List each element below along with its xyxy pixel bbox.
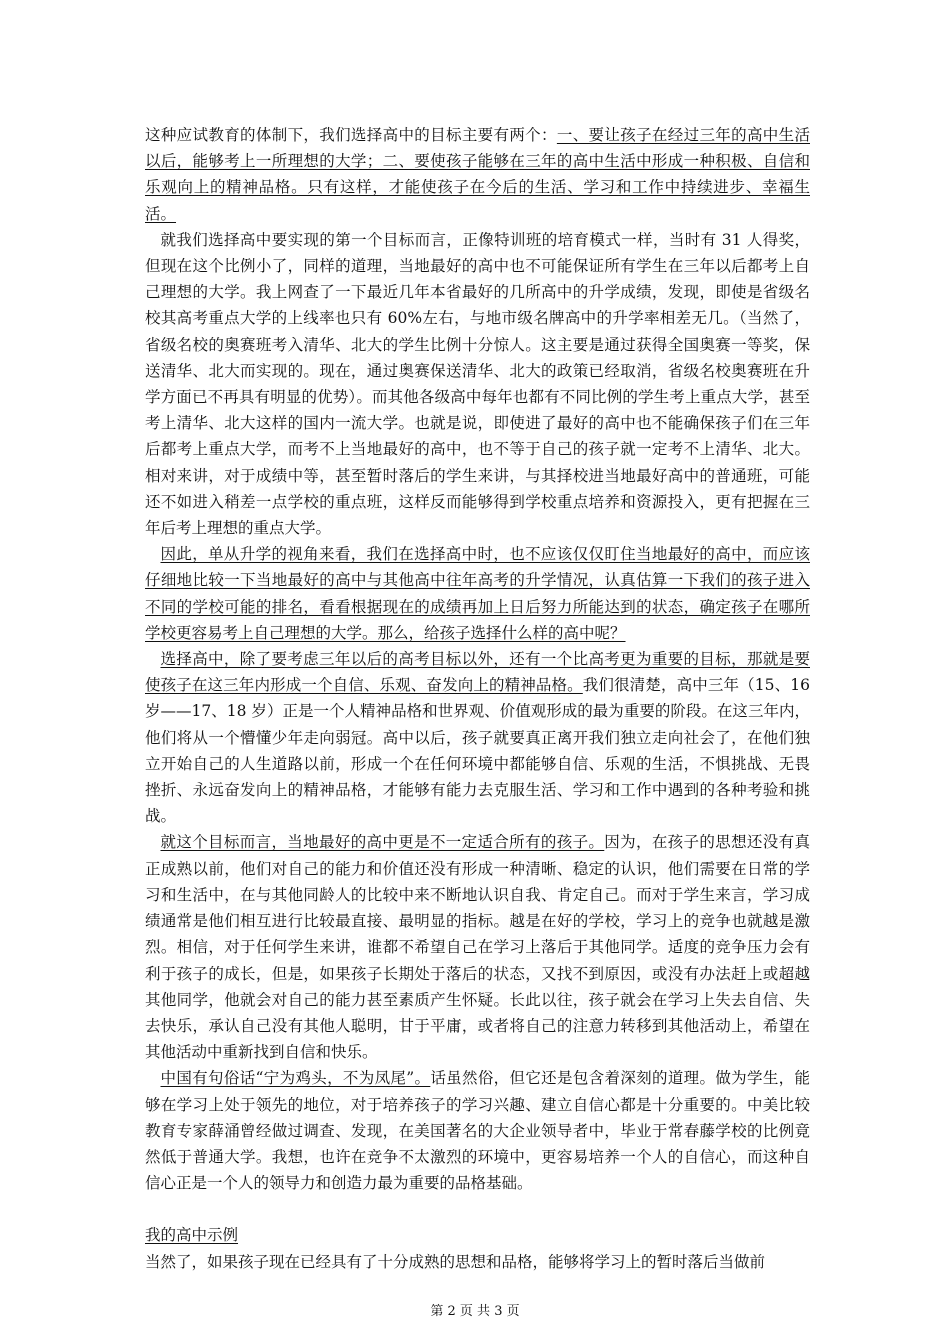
underlined-text: 就这个目标而言，当地最好的高中更是不一定适合所有的孩子。 [160,833,605,852]
blank-line [145,1196,810,1222]
paragraph-text: 就我们选择高中要实现的第一个目标而言，正像特训班的培育模式一样，当时有 31 人得奖，但现在这个比例小了，同样的道理，当地最好的高中也不可能保证所有学生在三年以后都考上自己理想的大学。我上网查了一下最近几年本省最好的几所高中的升学成绩，发现，即使是省级名校其高考重点大学的上线率也只有 60%左右，与地市级名牌高中的升学率相差无几。（当然了，省级名校的奥赛班考入清华、北大的学生比例十分惊人。这主要是通过获得全国奥赛一等奖，保送清华、北大而实现的。现在，通过奥赛保送清华、北大的政策已经取消，省级名校奥赛班在升学方面已不再具有明显的优势）。而其他各级高中每年也都有不同比例的学生考上重点大学，甚至考上清华、北大这样的国内一流大学。也就是说，即使进了最好的高中也不能确保孩子们在三年后都考上重点大学，而考不上当地最好的高中，也不等于自己的孩子就一定考不上清华、北大。相对来讲，对于成绩中等，甚至暂时落后的学生来讲，与其择校进当地最好高中的普通班，可能还不如进入稍差一点学校的重点班，这样反而能够得到学校重点培养和资源投入，更有把握在三年后考上理想的重点大学。 [145,230,810,538]
body-paragraph [145,829,810,1065]
body-paragraph [145,541,810,646]
body-paragraph [145,1065,810,1196]
closing-paragraph: 当然了，如果孩子现在已经具有了十分成熟的思想和品格，能够将学习上的暂时落后当做前 [145,1252,766,1271]
paragraph-list [145,122,810,1196]
body-paragraph [145,646,810,829]
paragraph-text: 话虽然俗，但它还是包含着深刻的道理。做为学生，能够在学习上处于领先的地位，对于培养孩子的学习兴趣、建立自信心都是十分重要的。中美比较教育专家薛涌曾经做过调查、发现，在美国著名的大企业领导者中，毕业于常春藤学校的比例竟然低于普通大学。我想，也许在竞争不太激烈的环境中，更容易培养一个人的自信心，而这种自信心正是一个人的领导力和创造力最为重要的品格基础。 [145,1069,810,1193]
body-paragraph [145,122,810,227]
underlined-text: 一、要让孩子在经过三年的高中生活以后，能够考上一所理想的大学；二、要使孩子能够在三年的高中生活中形成一种积极、自信和乐观向上的精神品格。只有这样，才能使孩子在今后的生活、学习和工作中持续进步、幸福生活。 [145,126,810,223]
paragraph-text: 这种应试教育的体制下，我们选择高中的目标主要有两个： [145,126,557,144]
paragraph-text: 因为，在孩子的思想还没有真正成熟以前，他们对自己的能力和价值还没有形成一种清晰、稳定的认识，他们需要在日常的学习和生活中，在与其他同龄人的比较中来不断地认识自我、肯定自己。而对于学生来言，学习成绩通常是他们相互进行比较最直接、最明显的指标。越是在好的学校，学习上的竞争也就越是激烈。相信，对于任何学生来讲，谁都不希望自己在学习上落后于其他同学。适度的竞争压力会有利于孩子的成长，但是，如果孩子长期处于落后的状态，又找不到原因，或没有办法赶上或超越其他同学，他就会对自己的能力甚至素质产生怀疑。长此以往，孩子就会在学习上失去自信、失去快乐，承认自己没有其他人聪明，甘于平庸，或者将自己的注意力转移到其他活动上，希望在其他活动中重新找到自信和快乐。 [145,833,810,1062]
body-paragraph [145,227,810,541]
section-heading: 我的高中示例 [145,1226,239,1245]
underlined-text: 选择高中，除了要考虑三年以后的高考目标以外，还有一个比高考更为重要的目标，那就是要使孩子在这三年内形成一个自信、乐观、奋发向上的精神品格。 [145,650,810,695]
paragraph-text: 我们很清楚，高中三年（15、16 岁——17、18 岁）正是一个人精神品格和世界观、价值观形成的最为重要的阶段。在这三年内，他们将从一个懵懂少年走向弱冠。高中以后，孩子就要真正离开我们独立走向社会了，在他们独立开始自己的人生道路以前，形成一个在任何环境中都能够自信、乐观的生活，不惧挑战、无畏挫折、永远奋发向上的精神品格，才能够有能力去克服生活、学习和工作中遇到的各种考验和挑战。 [145,676,810,826]
page-footer: 第 2 页 共 3 页 [430,1304,520,1319]
underlined-text: 因此，单从升学的视角来看，我们在选择高中时，也不应该仅仅盯住当地最好的高中，而应该仔细地比较一下当地最好的高中与其他高中往年高考的升学情况，认真估算一下我们的孩子进入不同的学校可能的排名，看看根据现在的成绩再加上日后努力所能达到的状态，确定孩子在哪所学校更容易考上自己理想的大学。那么，给孩子选择什么样的高中呢？ [145,545,810,642]
underlined-text: 中国有句俗话“宁为鸡头，不为凤尾”。 [160,1069,431,1088]
document-body [145,122,810,1275]
